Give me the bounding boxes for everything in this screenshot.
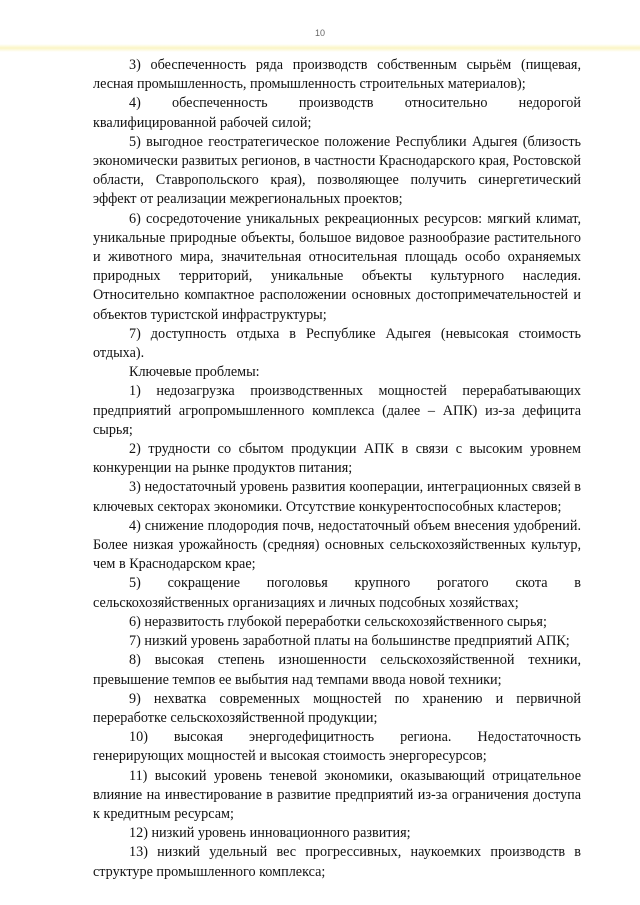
- document-body: [93, 56, 581, 882]
- paragraph: 4) обеспеченность производств относительно недорогой квалифицированной рабочей силой;: [93, 95, 581, 131]
- page-number: 10: [314, 28, 325, 38]
- paragraph: 11) высокий уровень теневой экономики, оказывающий отрицательное влияние на инвестирование в развитие предприятий из-за ограничения доступа к кредитным ресурсам;: [93, 767, 581, 822]
- paragraph: 7) доступность отдыха в Республике Адыгея (невысокая стоимость отдыха).: [93, 325, 581, 362]
- paragraph: 7) низкий уровень заработной платы на большинстве предприятий АПК;: [129, 633, 570, 650]
- paragraph: 5) выгодное геостратегическое положение Республики Адыгея (близость экономически развитых регионов, в частности Краснодарского края, Ростовской области, Ставропольского края), позволяющее получить синергетический эффект от реализации межрегиональных проектов;: [93, 133, 581, 208]
- paragraph: 12) низкий уровень инновационного развития;: [129, 825, 411, 842]
- scan-highlight-band: [0, 44, 640, 52]
- paragraph: 2) трудности со сбытом продукции АПК в связи с высоким уровнем конкуренции на рынке продуктов питания;: [93, 441, 581, 477]
- paragraph: 8) высокая степень изношенности сельскохозяйственной техники, превышение темпов ее выбытия над темпами ввода новой техники;: [93, 652, 581, 688]
- paragraph: 6) неразвитость глубокой переработки сельскохозяйственного сырья;: [129, 613, 547, 630]
- paragraph: 13) низкий удельный вес прогрессивных, наукоемких производств в структуре промышленного комплекса;: [93, 844, 581, 880]
- paragraph: 3) обеспеченность ряда производств собственным сырьём (пищевая, лесная промышленность, промышленность строительных материалов);: [93, 57, 581, 93]
- paragraph: 9) нехватка современных мощностей по хранению и первичной переработке сельскохозяйственной продукции;: [93, 690, 581, 726]
- paragraph: 5) сокращение поголовья крупного рогатого скота в сельскохозяйственных организациях и личных подсобных хозяйствах;: [93, 575, 581, 611]
- paragraph: 10) высокая энергодефицитность региона. Недостаточность генерирующих мощностей и высокая стоимость энергоресурсов;: [93, 729, 581, 765]
- paragraph: 4) снижение плодородия почв, недостаточный объем внесения удобрений. Более низкая урожайность (средняя) основных сельскохозяйственных культур, чем в Краснодарском крае;: [93, 517, 581, 573]
- section-heading: Ключевые проблемы:: [129, 364, 260, 381]
- paragraph: 6) сосредоточение уникальных рекреационных ресурсов: мягкий климат, уникальные природные объекты, большое видовое разнообразие растительного и животного мира, значительная относительная площадь особо охраняемых природных территорий, уникальные объекты культурного наследия. Относительно компактное расположении основных достопримечательностей и объектов туристской инфраструктуры;: [93, 210, 581, 323]
- paragraph: 3) недостаточный уровень развития кооперации, интеграционных связей в ключевых секторах экономики. Отсутствие конкурентоспособных кластеров;: [93, 479, 581, 515]
- paragraph: 1) недозагрузка производственных мощностей перерабатывающих предприятий агропромышленного комплекса (далее – АПК) из-за дефицита сырья;: [93, 383, 581, 438]
